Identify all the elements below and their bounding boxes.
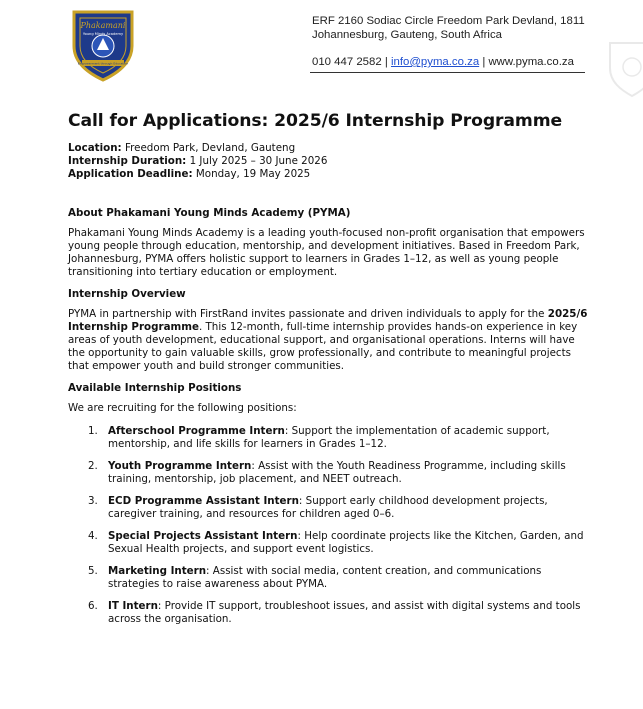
meta-deadline	[68, 168, 588, 181]
email-link[interactable]: info@pyma.co.za	[390, 56, 480, 68]
overview-text: PYMA in partnership with FirstRand invites passionate and driven individuals to apply for the	[68, 308, 548, 320]
item-title: ECD Programme Assistant Intern	[108, 495, 299, 507]
item-title: Marketing Intern	[108, 565, 207, 577]
list-item	[68, 530, 588, 556]
item-title: Special Projects Assistant Intern	[108, 530, 298, 542]
item-number: 3.	[88, 495, 98, 507]
item-title: IT Intern	[108, 600, 158, 612]
list-item	[68, 565, 588, 591]
meta-label: Application Deadline:	[68, 168, 193, 180]
list-item	[68, 600, 588, 626]
item-title: Afterschool Programme Intern	[108, 425, 285, 437]
positions-list	[68, 425, 588, 626]
page-title: Call for Applications: 2025/6 Internship Programme	[68, 111, 563, 131]
about-body: Phakamani Young Minds Academy is a leading youth-focused non-profit organisation that empowers young people through education, mentorship, and development initiatives. Based in Freedom Park, Johannesburg, PYMA offers holistic support to learners in Grades 1–12, as well as young people transitioning into tertiary education or employment.	[68, 227, 585, 278]
separator: |	[479, 56, 489, 68]
item-desc: : Assist with social media, content creation, and communications strategies to raise awareness about PYMA.	[108, 565, 542, 590]
item-desc: : Provide IT support, troubleshoot issues, and assist with digital systems and tools across the organisation.	[108, 600, 581, 625]
website-text: www.pyma.co.za	[488, 56, 574, 68]
item-desc: : Help coordinate projects like the Kitchen, Garden, and Sexual Health projects, and support event logistics.	[108, 530, 584, 555]
meta-duration	[68, 155, 588, 168]
letterhead-address	[312, 14, 585, 69]
meta-value: Freedom Park, Devland, Gauteng	[121, 142, 296, 154]
positions-intro: We are recruiting for the following positions:	[68, 402, 297, 414]
item-desc: : Assist with the Youth Readiness Programme, including skills training, mentorship, job placement, and NEET outreach.	[108, 460, 566, 485]
academy-logo	[70, 8, 136, 82]
logo-text-middle: Young Minds Academy	[82, 32, 124, 36]
internship-meta	[68, 142, 588, 181]
overview-bold: 2025/6 Internship Programme	[68, 308, 588, 333]
list-item	[68, 425, 588, 451]
contact-line	[312, 55, 585, 69]
meta-location	[68, 142, 588, 155]
item-number: 4.	[88, 530, 98, 542]
item-number: 6.	[88, 600, 98, 612]
logo-text-top: Phakamani	[80, 21, 126, 30]
about-heading: About Phakamani Young Minds Academy (PYMA)	[68, 207, 351, 219]
list-item	[68, 460, 588, 486]
address-line-2: Johannesburg, Gauteng, South Africa	[312, 29, 502, 41]
item-number: 2.	[88, 460, 98, 472]
overview-body	[68, 308, 588, 373]
header-divider	[310, 72, 585, 73]
overview-heading: Internship Overview	[68, 288, 186, 300]
phone-number: 010 447 2582	[312, 56, 382, 68]
item-title: Youth Programme Intern	[108, 460, 252, 472]
item-desc: : Support early childhood development projects, caregiver training, and resources for children aged 0–6.	[108, 495, 548, 520]
meta-value: 1 July 2025 – 30 June 2026	[186, 155, 328, 167]
item-number: 1.	[88, 425, 98, 437]
document-body	[68, 142, 588, 635]
list-item	[68, 495, 588, 521]
separator: |	[381, 56, 391, 68]
item-number: 5.	[88, 565, 98, 577]
meta-value: Monday, 19 May 2025	[192, 168, 311, 180]
meta-label: Internship Duration:	[68, 155, 187, 167]
overview-text: . This 12-month, full-time internship provides hands-on experience in key areas of youth development, educational support, and organisational operations. Interns will have the opportunity to gain valuable skills, grow professionally, and contribute to meaningful projects that empower youth and build stronger communities.	[68, 321, 578, 372]
logo-text-bottom: Empowerment through Education	[77, 61, 129, 66]
address-line-1: ERF 2160 Sodiac Circle Freedom Park Devland, 1811	[312, 15, 585, 27]
item-desc: : Support the implementation of academic support, mentorship, and life skills for learners in Grades 1–12.	[108, 425, 550, 450]
watermark-crest	[607, 40, 643, 98]
meta-label: Location:	[68, 142, 122, 154]
positions-heading: Available Internship Positions	[68, 382, 242, 394]
